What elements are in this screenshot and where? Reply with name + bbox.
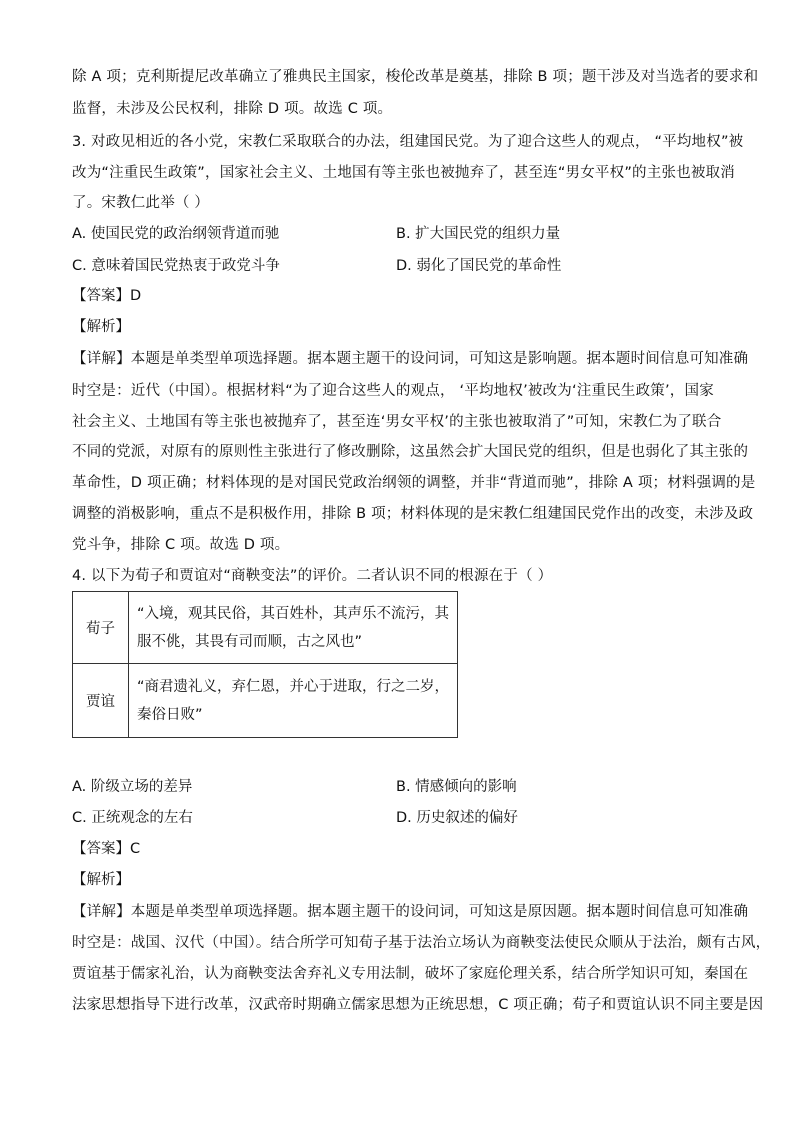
q4-detail-line: 法家思想指导下进行改革，汉武帝时期确立儒家思想为正统思想，C 项正确；荀子和贾谊认识不同主要是因 bbox=[72, 997, 764, 1013]
table-row bbox=[73, 664, 458, 738]
q4-detail-line: 时空是：战国、汉代（中国）。结合所学可知荀子基于法治立场认为商鞅变法使民众顺从于法治，颇有古风， bbox=[72, 935, 771, 951]
table-cell-quote bbox=[128, 664, 457, 738]
q4-option-d: D. 历史叙述的偏好 bbox=[396, 810, 518, 826]
q3-stem-line-2: 改为“注重民生政策”，国家社会主义、土地国有等主张也被抛弃了，甚至连“男女平权”的主张也被取消 bbox=[72, 165, 735, 181]
q3-detail-line: 时空是：近代（中国）。根据材料“为了迎合这些人的观点， ‘平均地权’被改为‘注重民生政策’，国家 bbox=[72, 383, 714, 399]
q3-option-d: D. 弱化了国民党的革命性 bbox=[396, 258, 562, 274]
q3-answer-label: 【答案】 bbox=[72, 288, 130, 304]
q4-stem: 4. 以下为荀子和贾谊对“商鞅变法”的评价。二者认识不同的根源在于（ ） bbox=[72, 568, 553, 584]
q3-detail-line: 革命性，D 项正确；材料体现的是对国民党政治纲领的调整，并非“背道而驰”，排除 A 项；材料强调的是 bbox=[72, 475, 756, 491]
q3-answer bbox=[72, 286, 141, 306]
table-cell-name: 荀子 bbox=[73, 592, 129, 664]
q4-option-a: A. 阶级立场的差异 bbox=[72, 779, 193, 795]
table-cell-name: 贾谊 bbox=[73, 664, 129, 738]
q4-answer-label: 【答案】 bbox=[72, 841, 130, 857]
q4-option-b: B. 情感倾向的影响 bbox=[396, 779, 517, 795]
q3-option-b: B. 扩大国民党的组织力量 bbox=[396, 226, 561, 242]
q4-option-c: C. 正统观念的左右 bbox=[72, 810, 193, 826]
q3-detail-line: 党斗争，排除 C 项。故选 D 项。 bbox=[72, 537, 290, 553]
quote-line: 秦俗日败” bbox=[136, 706, 203, 723]
quote-line: 服不佻，其畏有司而顺，古之风也” bbox=[136, 633, 362, 650]
q4-detail-line: 贾谊基于儒家礼治，认为商鞅变法舍弃礼义专用法制，破坏了家庭伦理关系，结合所学知识可知，秦国在 bbox=[72, 966, 749, 982]
q3-detail-line: 调整的消极影响，重点不是积极作用，排除 B 项；材料体现的是宋教仁组建国民党作出的改变，未涉及政 bbox=[72, 506, 754, 522]
intro-line-1: 除 A 项；克利斯提尼改革确立了雅典民主国家，梭伦改革是奠基，排除 B 项；题干涉及对当选者的要求和 bbox=[72, 69, 759, 85]
q4-quote-table bbox=[72, 591, 458, 738]
q4-answer-value: C bbox=[130, 841, 141, 857]
quote-line: “入境，观其民俗，其百姓朴，其声乐不流污，其 bbox=[136, 605, 449, 622]
q3-detail-line: 不同的党派，对原有的原则性主张进行了修改删除，这虽然会扩大国民党的组织，但是也弱化了其主张的 bbox=[72, 444, 749, 460]
q3-detail-line: 【详解】本题是单类型单项选择题。据本题主题干的设问词，可知这是影响题。据本题时间信息可知准确 bbox=[72, 351, 749, 367]
intro-line-2: 监督，未涉及公民权利，排除 D 项。故选 C 项。 bbox=[72, 101, 393, 117]
q4-answer bbox=[72, 839, 140, 859]
q3-stem-line-1: 3. 对政见相近的各小党，宋教仁采取联合的办法，组建国民党。为了迎合这些人的观点， “平均地权”被 bbox=[72, 134, 744, 150]
q3-stem-line-3: 了。宋教仁此举（ ） bbox=[72, 195, 210, 211]
table-row bbox=[73, 592, 458, 664]
q3-option-a: A. 使国民党的政治纲领背道而驰 bbox=[72, 226, 280, 242]
quote-line: “商君遗礼义，弃仁恩，并心于进取，行之二岁， bbox=[136, 678, 449, 695]
q3-analysis-label: 【解析】 bbox=[72, 319, 130, 335]
q3-option-c: C. 意味着国民党热衷于政党斗争 bbox=[72, 258, 280, 274]
q3-detail-line: 社会主义、土地国有等主张也被抛弃了，甚至连‘男女平权’的主张也被取消了”可知，宋教仁为了联合 bbox=[72, 414, 722, 430]
q3-answer-value: D bbox=[130, 288, 142, 304]
q4-detail-line: 【详解】本题是单类型单项选择题。据本题主题干的设问词，可知这是原因题。据本题时间信息可知准确 bbox=[72, 904, 749, 920]
q4-analysis-label: 【解析】 bbox=[72, 872, 130, 888]
table-cell-quote bbox=[128, 592, 457, 664]
